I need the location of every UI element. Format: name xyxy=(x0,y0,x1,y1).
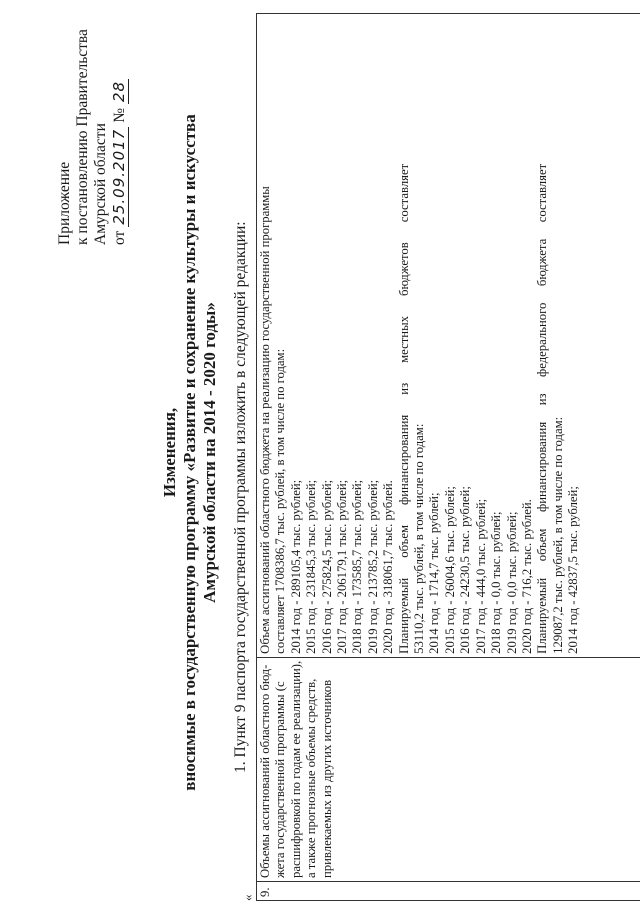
word: объем xyxy=(396,525,411,558)
row-label-cell xyxy=(257,657,640,881)
local-line: 2015 год - 26004,6 тыс. рублей; xyxy=(442,486,457,654)
local-line: 2019 год - 0,0 тыс. рублей; xyxy=(504,511,519,654)
appendix-title: Приложение xyxy=(56,161,73,245)
handwritten-number: 28 xyxy=(110,80,128,102)
word: бюджетов xyxy=(396,242,411,296)
heading-line-2: вносимые в государственную программу «Развитие и сохранение культуры и искусства xyxy=(180,114,199,791)
word: финансирования xyxy=(535,421,550,513)
value-line: 2014 год - 289105,4 тыс. рублей; xyxy=(288,479,303,654)
word: составляет xyxy=(535,163,550,223)
federal-budget-heading xyxy=(535,164,550,654)
local-budget-heading xyxy=(397,164,412,654)
appendix-date-line xyxy=(110,29,129,245)
word: из xyxy=(535,393,550,406)
appendix-line-2: Амурской области xyxy=(92,123,109,245)
row-number: 9. xyxy=(258,887,272,897)
passport-table xyxy=(256,13,640,901)
value-line: Объем ассигнований областного бюджета на реализацию государственной программы xyxy=(258,186,272,654)
local-line: 2014 год - 1714,7 тыс. рублей; xyxy=(427,492,442,654)
local-line: 2016 год - 24230,5 тыс. рублей; xyxy=(458,486,473,654)
local-line: 2018 год - 0,0 тыс. рублей; xyxy=(489,511,504,654)
value-line: 2017 год - 206179,1 тыс. рублей; xyxy=(335,479,350,654)
handwritten-date: 25.09.2017 xyxy=(110,128,128,225)
paragraph-1: 1. Пункт 9 паспорта государственной программы изложить в следующей редакции: xyxy=(232,221,249,773)
value-line: 2015 год - 231845,3 тыс. рублей; xyxy=(304,479,319,654)
heading-line-3: Амурской области на 2014 - 2020 годы» xyxy=(200,302,219,603)
row-number-cell xyxy=(257,882,640,901)
value-line: 2020 год - 318061,7 тыс. рублей. xyxy=(381,480,396,654)
word: финансирования xyxy=(396,414,411,505)
value-line: 2018 год - 173585,7 тыс. рублей; xyxy=(350,479,365,654)
local-line: 2017 год - 444,0 тыс. рублей; xyxy=(473,498,488,654)
local-line: 53110,2 тыс. рублей, в том числе по годам: xyxy=(412,423,427,654)
label-line: привлекаемых из других источников xyxy=(319,679,334,878)
appendix-block xyxy=(56,29,129,245)
label-line: Объемы ассигнований областного бюд- xyxy=(258,664,272,878)
label-line: а также прогнозные объемы средств, xyxy=(304,678,319,878)
date-prefix: от xyxy=(111,230,128,245)
label-line: жета государственной программы (с xyxy=(273,681,288,878)
label-line: расшифровкой по годам ее реализации), xyxy=(288,660,303,878)
word: из xyxy=(396,382,411,395)
word: Планируемый xyxy=(396,577,411,654)
value-line: 2019 год - 213785,2 тыс. рублей; xyxy=(365,479,380,654)
number-prefix: № xyxy=(111,107,128,123)
table-row xyxy=(257,14,640,901)
federal-line: 2014 год - 42837,5 тыс. рублей; xyxy=(566,486,581,654)
federal-line: 129087,2 тыс. рублей, в том числе по годам: xyxy=(550,416,565,654)
word: бюджета xyxy=(535,238,550,287)
row-value-cell xyxy=(257,14,640,658)
value-line: составляет 1708386,7 тыс. рублей, в том числе по годам: xyxy=(273,348,288,654)
word: объем xyxy=(535,528,550,562)
local-line: 2020 год - 716,2 тыс. рублей. xyxy=(519,499,534,654)
opening-quote: « xyxy=(240,894,255,901)
word: местных xyxy=(396,316,411,363)
value-line: 2016 год - 275824,5 тыс. рублей; xyxy=(319,479,334,654)
appendix-line-1: к постановлению Правительства xyxy=(74,29,91,245)
word: составляет xyxy=(396,163,411,223)
word: федерального xyxy=(535,302,550,377)
word: Планируемый xyxy=(535,577,550,654)
heading-line-1: Изменения, xyxy=(160,407,179,498)
